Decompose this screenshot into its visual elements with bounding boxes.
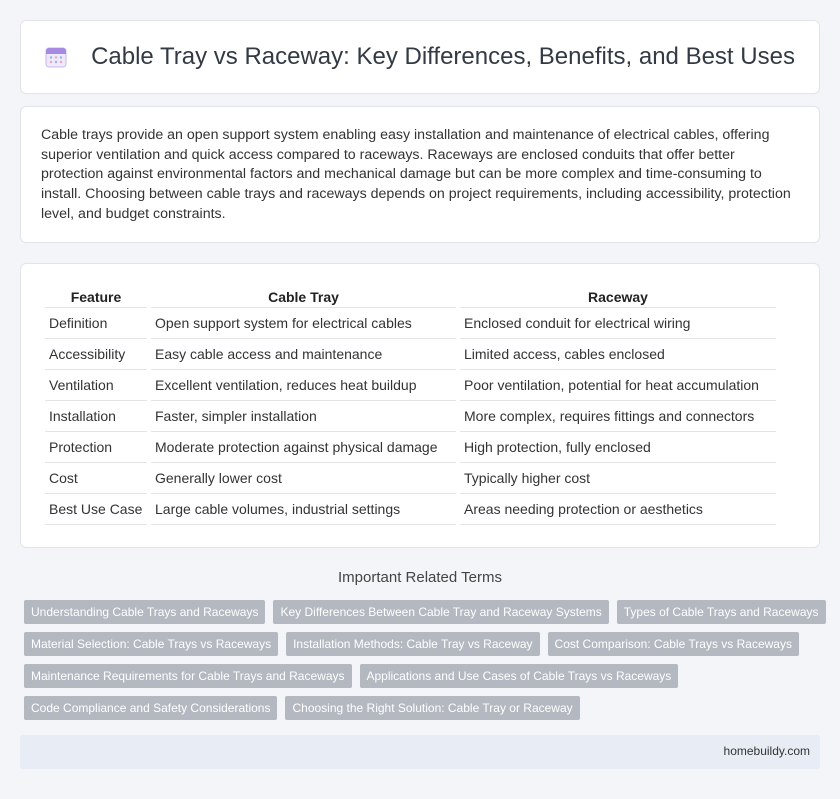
related-tag[interactable]: Applications and Use Cases of Cable Trays vs Raceways (360, 664, 679, 688)
table-row (45, 432, 776, 463)
cell-raceway: Enclosed conduit for electrical wiring (460, 308, 776, 339)
cell-raceway: High protection, fully enclosed (460, 432, 776, 463)
footer (20, 735, 820, 769)
cell-raceway: Limited access, cables enclosed (460, 339, 776, 370)
cell-raceway: Typically higher cost (460, 463, 776, 494)
related-tag[interactable]: Material Selection: Cable Trays vs Raceways (24, 632, 278, 656)
calendar-icon (45, 46, 67, 68)
related-tag[interactable]: Understanding Cable Trays and Raceways (24, 600, 265, 624)
table-row (45, 494, 776, 525)
tag-row (24, 632, 824, 656)
cell-feature: Best Use Case (45, 494, 147, 525)
related-terms-title: Important Related Terms (338, 569, 502, 586)
related-tag[interactable]: Maintenance Requirements for Cable Trays and Raceways (24, 664, 352, 688)
table-row (45, 308, 776, 339)
related-tag[interactable]: Cost Comparison: Cable Trays vs Raceways (548, 632, 799, 656)
cell-feature: Accessibility (45, 339, 147, 370)
related-terms (24, 600, 824, 728)
intro-card (20, 106, 820, 243)
page-title: Cable Tray vs Raceway: Key Differences, Benefits, and Best Uses (91, 43, 795, 70)
cell-cable-tray: Open support system for electrical cables (151, 308, 456, 339)
comparison-table (45, 286, 776, 525)
table-row (45, 401, 776, 432)
cell-feature: Protection (45, 432, 147, 463)
cell-feature: Ventilation (45, 370, 147, 401)
header (45, 43, 795, 71)
cell-cable-tray: Generally lower cost (151, 463, 456, 494)
tag-row (24, 664, 824, 688)
tag-row (24, 696, 824, 720)
tag-row (24, 600, 824, 624)
cell-cable-tray: Excellent ventilation, reduces heat buildup (151, 370, 456, 401)
cell-cable-tray: Large cable volumes, industrial settings (151, 494, 456, 525)
cell-raceway: Areas needing protection or aesthetics (460, 494, 776, 525)
cell-feature: Cost (45, 463, 147, 494)
related-tag[interactable]: Key Differences Between Cable Tray and Raceway Systems (273, 600, 608, 624)
related-tag[interactable]: Choosing the Right Solution: Cable Tray or Raceway (285, 696, 579, 720)
cell-cable-tray: Faster, simpler installation (151, 401, 456, 432)
cell-raceway: More complex, requires fittings and connectors (460, 401, 776, 432)
table-header-row (45, 286, 776, 308)
header-cable-tray: Cable Tray (151, 286, 456, 308)
intro-paragraph: Cable trays provide an open support system enabling easy installation and maintenance of electrical cables, offering superior ventilation and quick access compared to raceways. Raceways are enclosed conduits that offer better protection against environmental factors and mechanical damage but can be more complex and time-consuming to install. Choosing between cable trays and raceways depends on project requirements, including accessibility, protection level, and budget constraints. (41, 127, 791, 222)
footer-site-link[interactable]: homebuildy.com (723, 744, 810, 758)
header-raceway: Raceway (460, 286, 776, 308)
cell-feature: Installation (45, 401, 147, 432)
header-card (20, 20, 820, 94)
cell-cable-tray: Easy cable access and maintenance (151, 339, 456, 370)
table-row (45, 339, 776, 370)
related-tag[interactable]: Code Compliance and Safety Considerations (24, 696, 277, 720)
cell-raceway: Poor ventilation, potential for heat accumulation (460, 370, 776, 401)
cell-feature: Definition (45, 308, 147, 339)
table-row (45, 463, 776, 494)
related-tag[interactable]: Installation Methods: Cable Tray vs Raceway (286, 632, 539, 656)
related-tag[interactable]: Types of Cable Trays and Raceways (617, 600, 826, 624)
header-feature: Feature (45, 286, 147, 308)
comparison-card (20, 263, 820, 548)
table-row (45, 370, 776, 401)
cell-cable-tray: Moderate protection against physical damage (151, 432, 456, 463)
